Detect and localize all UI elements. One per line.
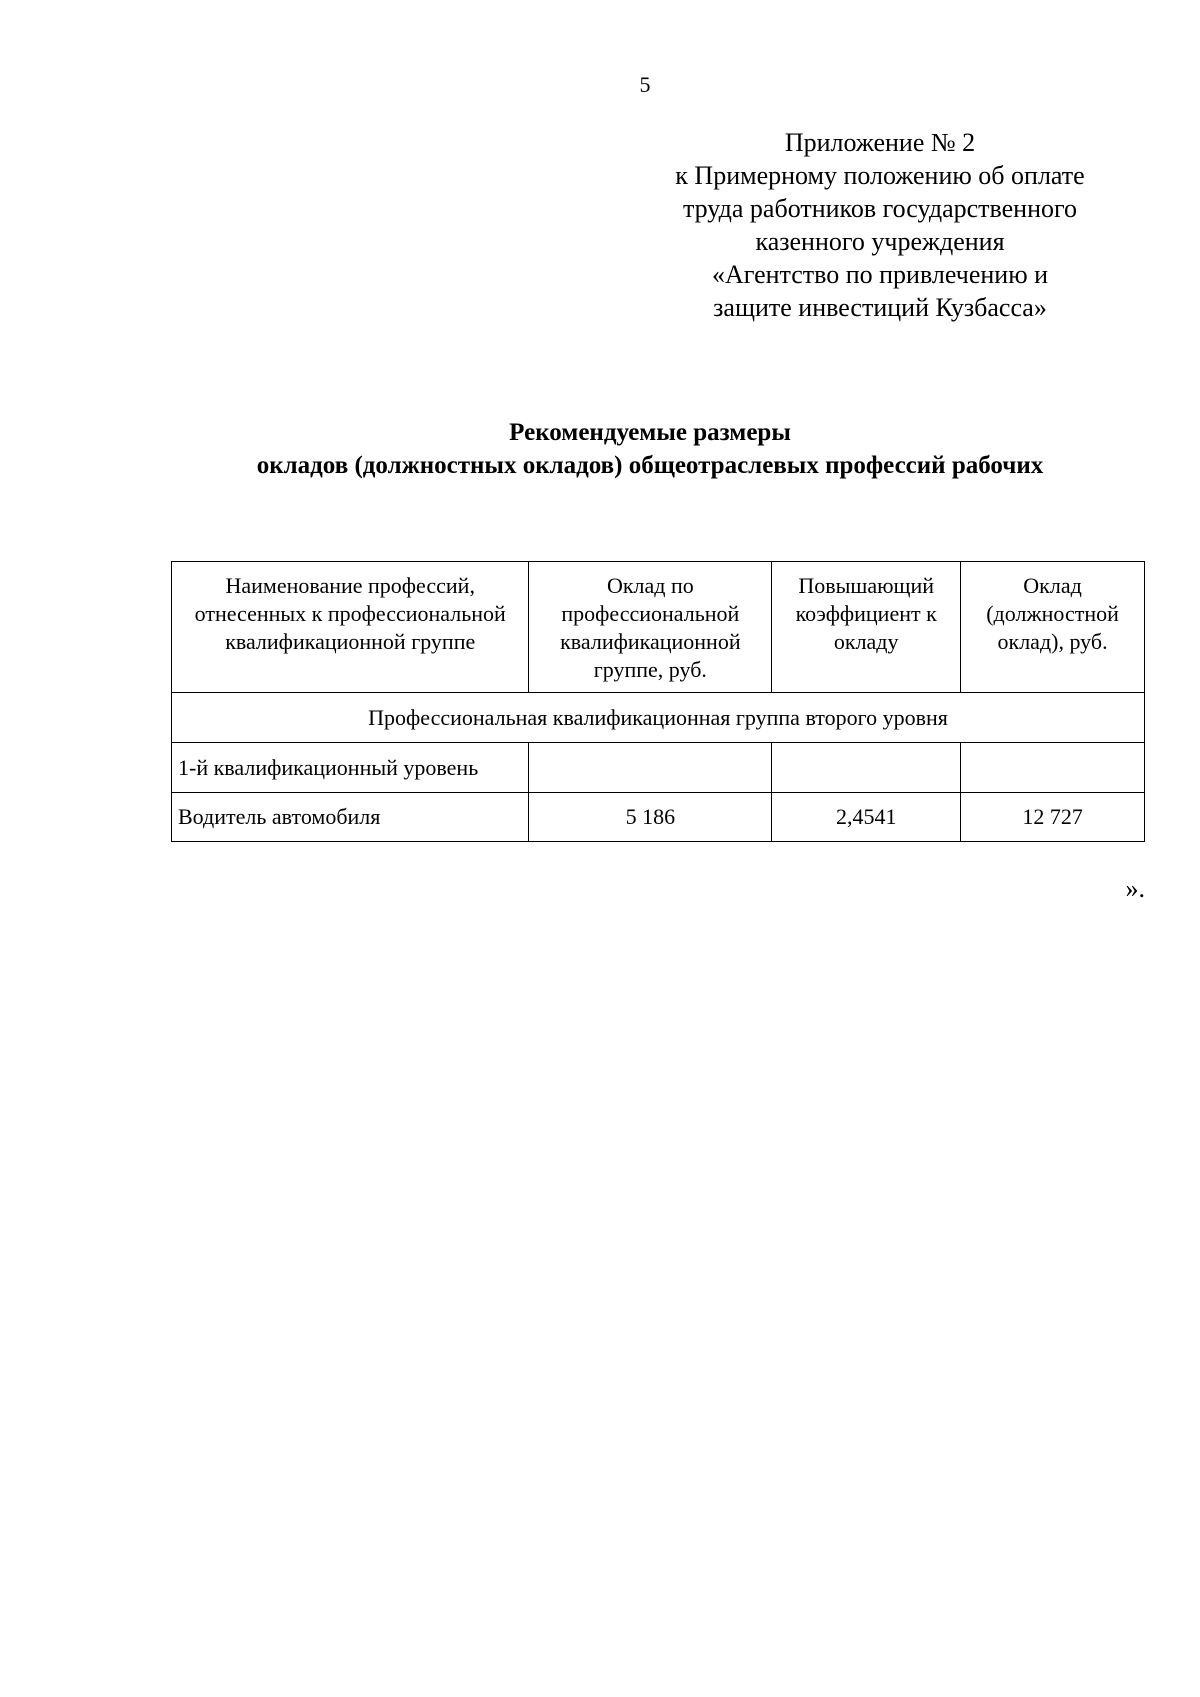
salary-table	[171, 561, 1145, 842]
empty-cell	[961, 743, 1145, 793]
profession-name: Водитель автомобиля	[172, 793, 529, 842]
level-label: 1-й квалификационный уровень	[172, 743, 529, 793]
table-header-row	[172, 562, 1145, 693]
appendix-line: труда работников государственного	[682, 194, 1078, 223]
page-number: 5	[639, 72, 651, 97]
empty-cell	[529, 743, 772, 793]
appendix-line: «Агентство по привлечению и	[711, 260, 1049, 289]
empty-cell	[772, 743, 961, 793]
document-title	[170, 416, 1130, 482]
header-profession-name: Наименование профессий, отнесенных к профессиональной квалификационной группе	[172, 562, 529, 693]
group-row	[172, 693, 1145, 743]
title-line-1: Рекомендуемые размеры	[509, 419, 791, 446]
appendix-line: Приложение № 2	[784, 128, 976, 157]
appendix-line: казенного учреждения	[755, 227, 1005, 256]
group-label: Профессиональная квалификационная группа второго уровня	[172, 693, 1145, 743]
appendix-line: к Примерному положению об оплате	[675, 161, 1085, 190]
closing-quote-mark: ».	[1125, 874, 1145, 903]
level-row	[172, 743, 1145, 793]
header-coefficient: Повышающий коэффициент к окладу	[772, 562, 961, 693]
salary-value: 12 727	[961, 793, 1145, 842]
appendix-line: защите инвестиций Кузбасса»	[713, 293, 1047, 322]
appendix-header	[630, 126, 1130, 324]
table-row	[172, 793, 1145, 842]
title-line-2: окладов (должностных окладов) общеотраслевых профессий рабочих	[256, 452, 1044, 479]
header-salary: Оклад (должностной оклад), руб.	[961, 562, 1145, 693]
header-base-salary: Оклад по профессиональной квалификационной группе, руб.	[529, 562, 772, 693]
base-salary-value: 5 186	[529, 793, 772, 842]
coefficient-value: 2,4541	[772, 793, 961, 842]
